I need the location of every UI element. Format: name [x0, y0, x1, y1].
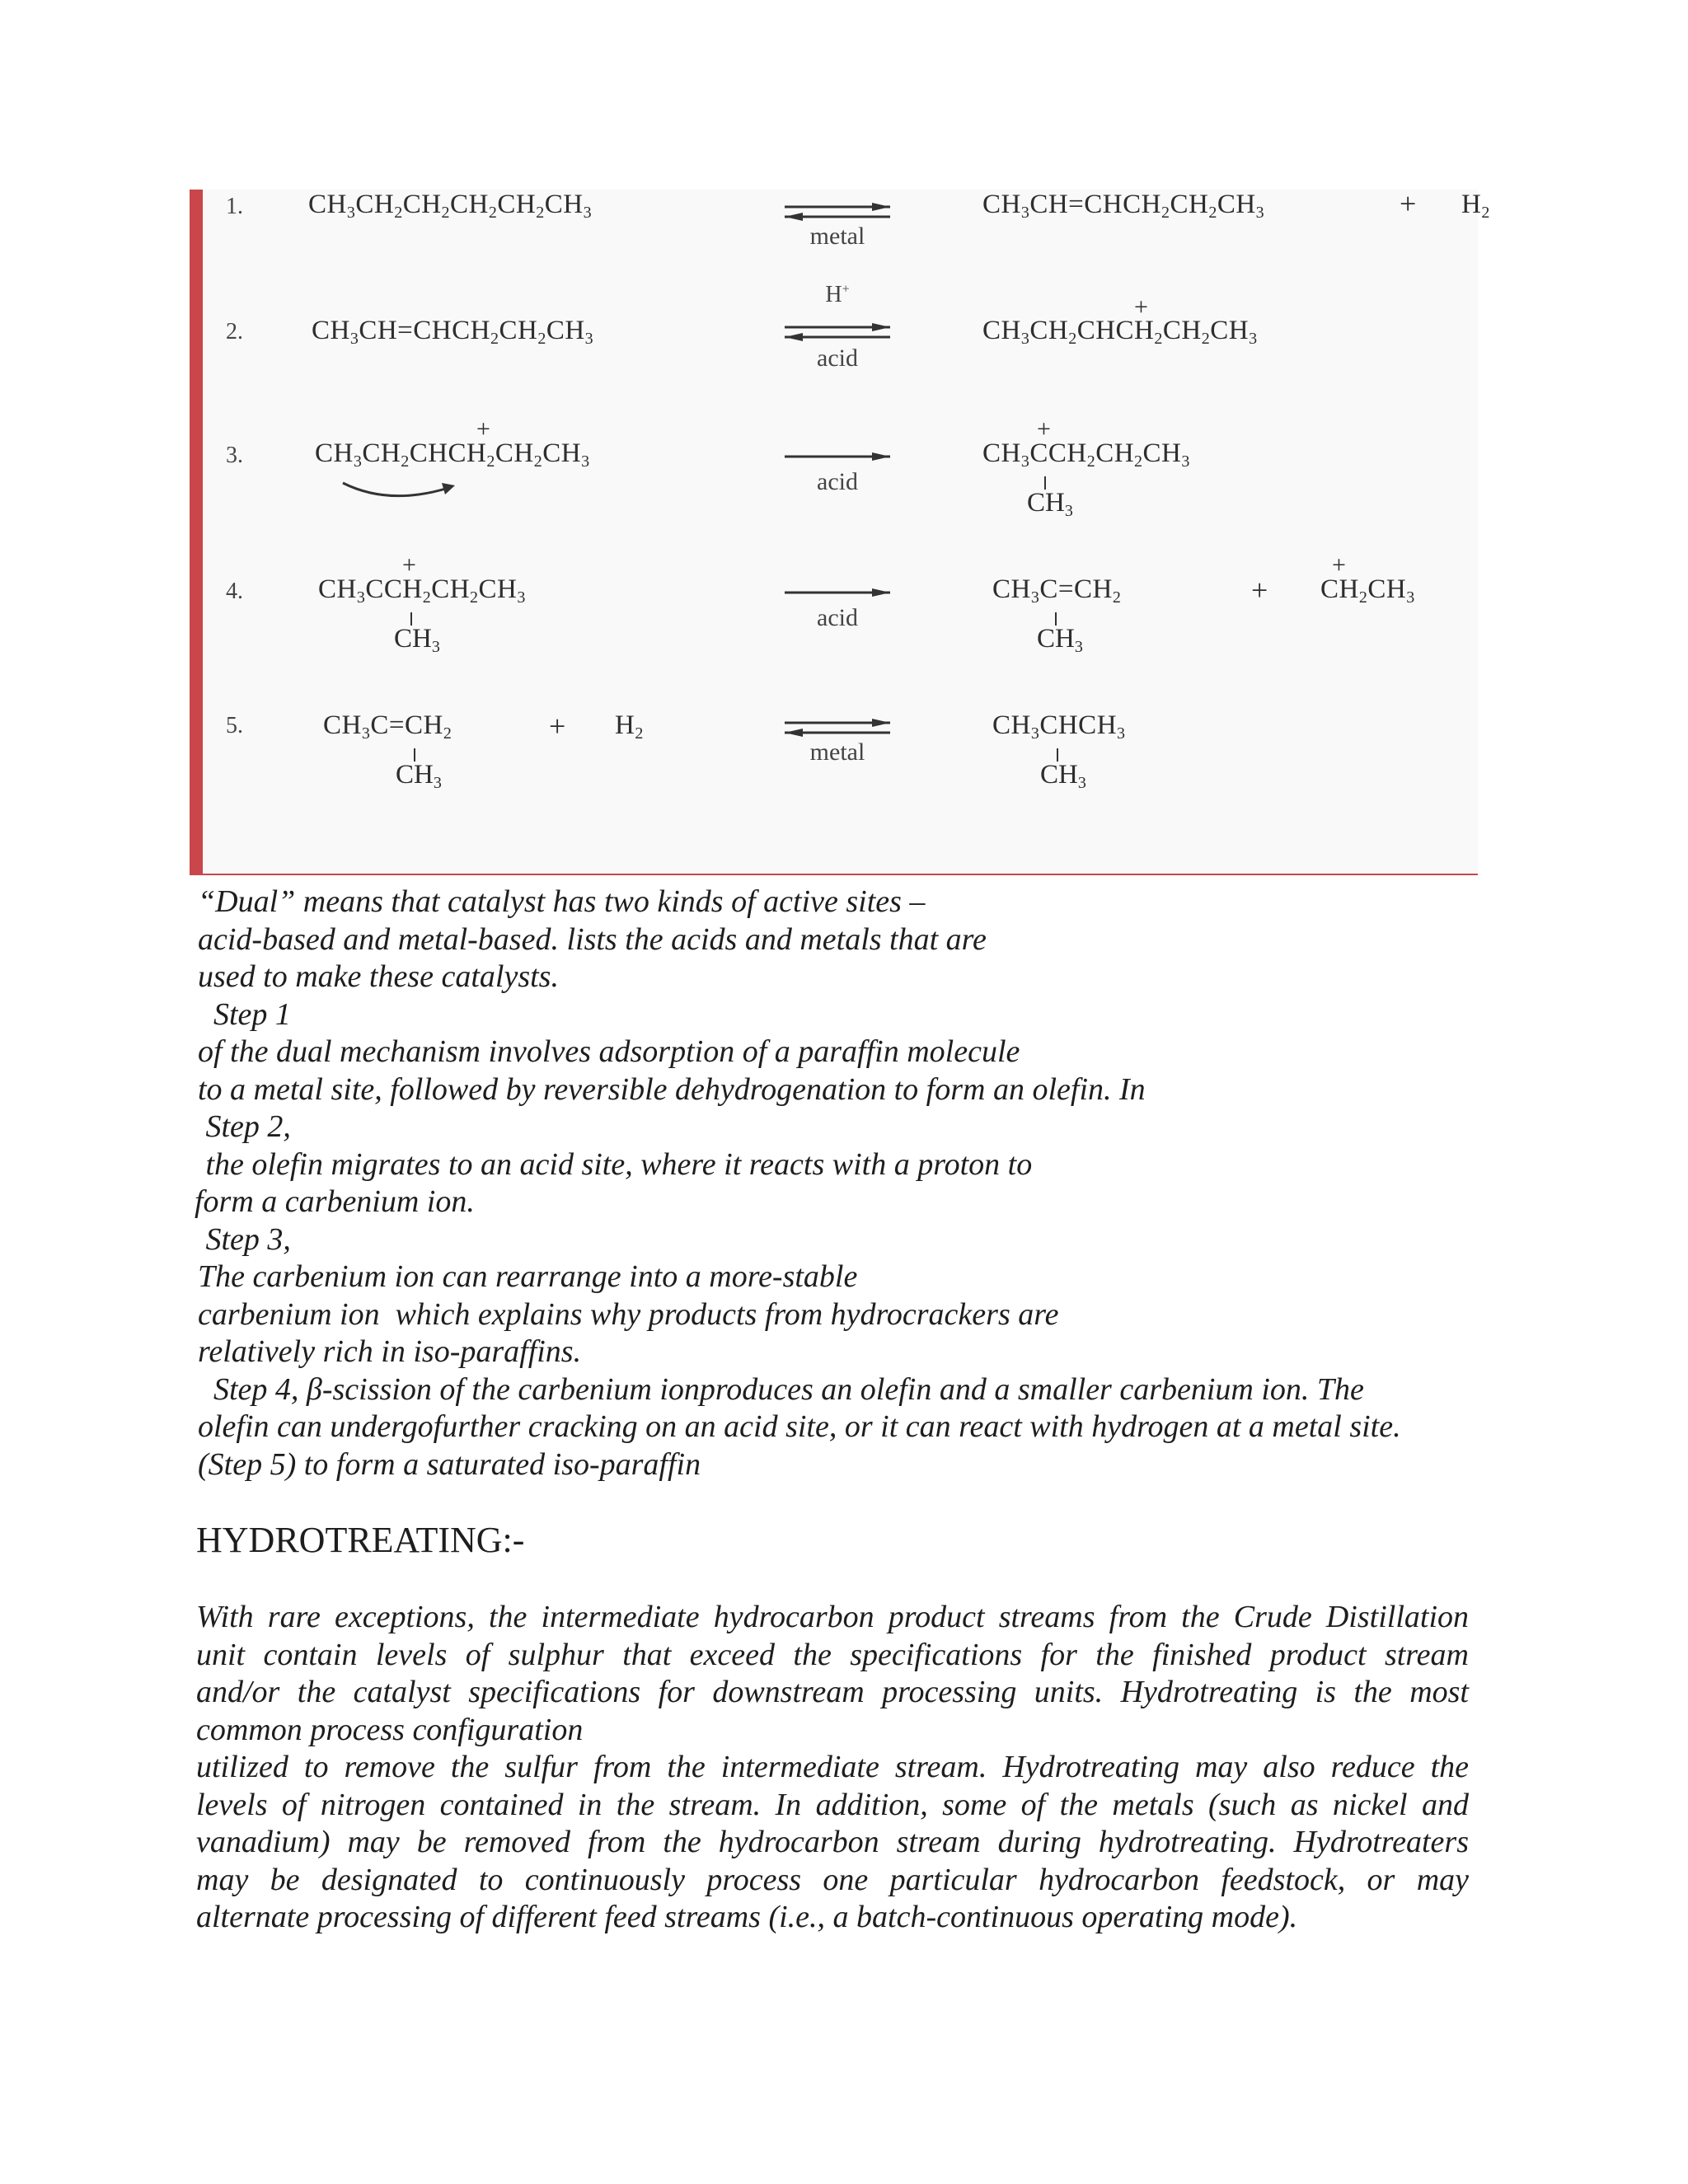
reactant-tertiary-carbenium: $CH_3CCH_2CH_2CH_3$: [318, 574, 526, 607]
positive-charge: +: [1332, 551, 1346, 579]
arrow-label-acid: acid: [817, 604, 858, 631]
reaction-5: [203, 684, 1478, 808]
reaction-number: 2.: [226, 319, 243, 344]
reactant-carbenium-ion: $CH_3CH_2CHCH_2CH_2CH_3$: [315, 438, 590, 471]
text-line: form a carbenium ion.: [195, 1184, 475, 1219]
product-methyl-branch: $CH_3$: [1037, 624, 1083, 656]
reaction-2: [203, 282, 1478, 412]
reaction-number: 1.: [226, 194, 243, 219]
positive-charge: +: [402, 551, 416, 579]
text-line: common process configuration: [196, 1712, 584, 1747]
text-line: utilized to remove the sulfur from the intermediate stream. Hydrotreating may also reduce the: [196, 1750, 1469, 1784]
product-methyl-branch: $CH_3$: [1027, 488, 1073, 520]
reaction-mechanism-figure: [190, 187, 1490, 875]
product-isobutene: $CH_3C=CH_2$: [992, 574, 1122, 607]
text-line: levels of nitrogen contained in the stream. In addition, some of the metals (such as nickel and: [196, 1787, 1469, 1822]
equilibrium-arrow: [780, 199, 895, 224]
text-line: Step 1: [198, 997, 291, 1032]
reactant-hexane: $CH_3CH_2CH_2CH_2CH_2CH_3$: [308, 190, 593, 222]
plus-sign: +: [549, 710, 566, 743]
equilibrium-arrow: [780, 715, 895, 740]
arrow-label-acid: acid: [817, 468, 858, 495]
reactant-methyl-branch: $CH_3$: [396, 760, 442, 792]
positive-charge: +: [1037, 415, 1051, 443]
equilibrium-arrow: [780, 320, 895, 344]
text-line: used to make these catalysts.: [198, 959, 559, 994]
reaction-number: 4.: [226, 579, 243, 604]
text-line: “Dual” means that catalyst has two kinds of active sites –: [198, 884, 926, 919]
product-isobutane: $CH_3CHCH_3$: [992, 710, 1126, 743]
product-hexene: $CH_3CH=CHCH_2CH_2CH_3$: [982, 190, 1265, 222]
reaction-number: 5.: [226, 713, 243, 738]
catalyst-proton: H+: [825, 282, 850, 307]
product-carbenium-ion: $CH_3CH_2CHCH_2CH_2CH_3$: [982, 316, 1258, 348]
arrow-label-metal: metal: [809, 738, 865, 766]
product-ethyl-carbenium: $CH_2CH_3$: [1320, 574, 1415, 607]
product-methyl-branch: $CH_3$: [1040, 760, 1086, 792]
text-line: Step 4, β-scission of the carbenium ionproduces an olefin and a smaller carbenium ion. The: [198, 1372, 1364, 1407]
section-heading: HYDROTREATING:-: [196, 1520, 525, 1560]
text-line: olefin can undergofurther cracking on an acid site, or it can react with hydrogen at a metal site.: [198, 1409, 1401, 1444]
plus-sign: +: [1400, 187, 1417, 220]
coreactant-hydrogen: $H_2$: [615, 710, 644, 743]
text-line: unit contain levels of sulphur that exceed the specifications for the finished product stream: [196, 1637, 1469, 1672]
reaction-4: [203, 548, 1478, 672]
text-line: and/or the catalyst specifications for downstream processing units. Hydrotreating is the most: [196, 1675, 1469, 1709]
text-line: Step 2,: [198, 1109, 291, 1144]
text-line: Step 3,: [198, 1222, 291, 1257]
reactant-hexene: $CH_3CH=CHCH_2CH_2CH_3$: [312, 316, 594, 348]
text-line: carbenium ion which explains why products from hydrocrackers are: [198, 1297, 1059, 1332]
product-tertiary-carbenium: $CH_3CCH_2CH_2CH_3$: [982, 438, 1190, 471]
forward-arrow: [780, 584, 895, 601]
arrow-label-acid: acid: [817, 344, 858, 372]
text-line: With rare exceptions, the intermediate hydrocarbon product streams from the Crude Distillation: [196, 1600, 1469, 1634]
hydrotreating-paragraph: [196, 1599, 1469, 1937]
text-line: to a metal site, followed by reversible dehydrogenation to form an olefin. In: [198, 1072, 1146, 1107]
reaction-3: [203, 412, 1478, 536]
text-line: the olefin migrates to an acid site, where it reacts with a proton to: [198, 1147, 1033, 1182]
text-line: of the dual mechanism involves adsorption of a paraffin molecule: [198, 1034, 1020, 1069]
text-line: may be designated to continuously process one particular hydrocarbon feedstock, or may: [196, 1862, 1469, 1897]
forward-arrow: [780, 448, 895, 465]
byproduct-hydrogen: $H_2$: [1461, 190, 1490, 222]
positive-charge: +: [476, 415, 490, 443]
text-line: vanadium) may be removed from the hydrocarbon stream during hydrotreating. Hydrotreaters: [196, 1825, 1469, 1859]
reaction-number: 3.: [226, 443, 243, 468]
plus-sign: +: [1251, 574, 1268, 607]
text-line: (Step 5) to form a saturated iso-paraffin: [198, 1447, 701, 1482]
text-line: relatively rich in iso-paraffins.: [198, 1334, 582, 1369]
positive-charge: +: [1134, 293, 1148, 321]
reactant-isobutene: $CH_3C=CH_2$: [323, 710, 452, 743]
reactant-methyl-branch: $CH_3$: [394, 624, 440, 656]
text-line: acid-based and metal-based. lists the acids and metals that are: [198, 922, 987, 957]
text-line: The carbenium ion can rearrange into a more-stable: [198, 1259, 858, 1294]
arrow-label-metal: metal: [809, 223, 865, 250]
text-line: alternate processing of different feed streams (i.e., a batch-continuous operating mode).: [196, 1900, 1298, 1934]
methyl-shift-arrow-icon: [340, 478, 463, 506]
